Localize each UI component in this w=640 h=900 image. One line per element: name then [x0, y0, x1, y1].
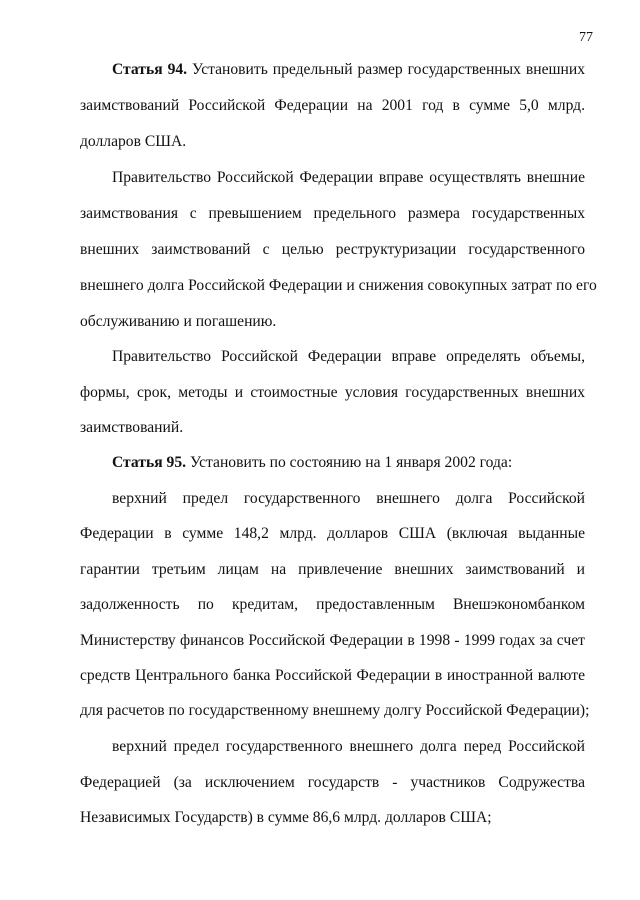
text-line: средств Центрального банка Российской Федерации в иностранной валюте: [80, 667, 585, 684]
text-line: задолженность по кредитам, предоставленным Внешэкономбанком: [80, 596, 585, 613]
page-number: 77: [579, 30, 593, 45]
text-line: верхний предел государственного внешнего долга Российской: [112, 490, 585, 507]
line-text: Установить предельный размер государственных внешних: [192, 61, 585, 78]
text-line: для расчетов по государственному внешнему долгу Российской Федерации);: [80, 702, 590, 719]
text-line: заимствований.: [80, 419, 184, 436]
text-line: Независимых Государств) в сумме 86,6 млрд. долларов США;: [80, 809, 492, 826]
text-line: заимствований Российской Федерации на 2001 год в сумме 5,0 млрд.: [80, 97, 585, 114]
text-line: внешнего долга Российской Федерации и снижения совокупных затрат по его: [80, 277, 597, 294]
article-heading: Статья 95.: [112, 454, 187, 471]
article-heading: Статья 94.: [112, 61, 188, 78]
text-line: формы, срок, методы и стоимостные условия государственных внешних: [80, 384, 585, 401]
text-line: [112, 453, 585, 473]
text-line: Федерацией (за исключением государств - участников Содружества: [80, 774, 585, 791]
text-line: Правительство Российской Федерации вправе осуществлять внешние: [112, 169, 585, 186]
text-line: Правительство Российской Федерации вправе определять объемы,: [112, 348, 585, 365]
text-line: гарантии третьим лицам на привлечение внешних заимствований и: [80, 561, 585, 578]
text-line: Федерации в сумме 148,2 млрд. долларов США (включая выданные: [80, 525, 585, 542]
text-line: долларов США.: [80, 133, 187, 150]
text-line: [112, 60, 585, 80]
text-line: верхний предел государственного внешнего долга перед Российской: [112, 738, 585, 755]
text-line: обслуживанию и погашению.: [80, 313, 277, 330]
text-line: внешних заимствований с целью реструктуризации государственного: [80, 241, 585, 258]
line-text: Установить по состоянию на 1 января 2002 года:: [189, 454, 513, 471]
text-line: заимствования с превышением предельного размера государственных: [80, 205, 585, 222]
text-line: Министерству финансов Российской Федерации в 1998 - 1999 годах за счет: [80, 632, 585, 649]
